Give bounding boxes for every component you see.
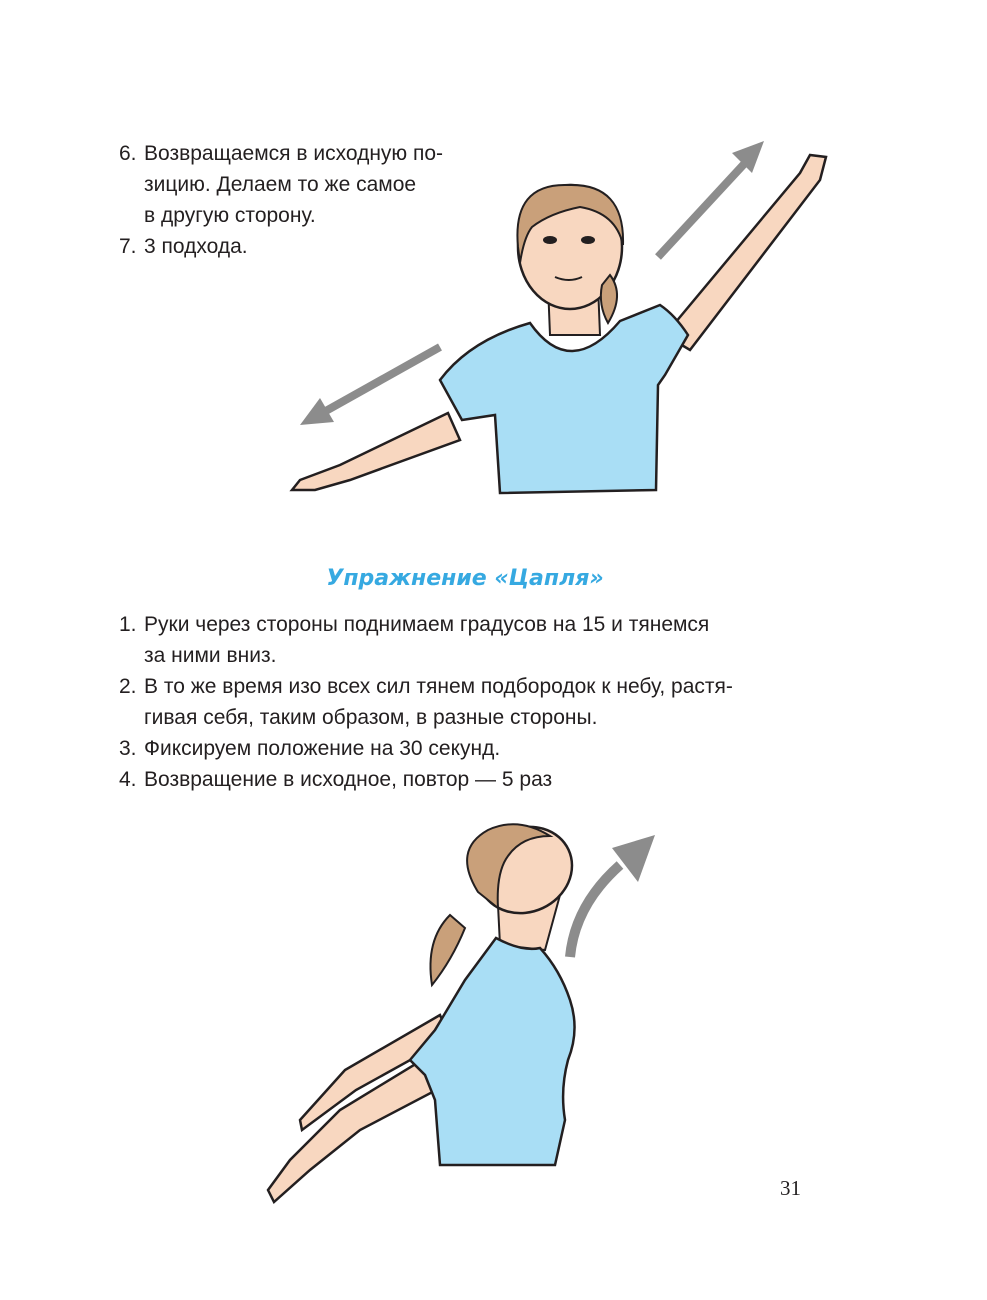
step-text-line: Руки через стороны поднимаем градусов на 15 и тянемся xyxy=(144,613,710,636)
step-text-line: зицию. Делаем то же самое xyxy=(144,173,417,196)
step-text-line: за ними вниз. xyxy=(144,644,277,667)
step-number: 7. xyxy=(119,235,137,258)
step-text-line: в другую сторону. xyxy=(144,204,316,227)
step-number: 3. xyxy=(119,737,137,760)
step-text-line: 3 подхода. xyxy=(144,235,248,258)
arrow-curved-up-icon xyxy=(570,835,655,957)
step-text-line: В то же время изо всех сил тянем подбородок к небу, растя- xyxy=(144,675,733,698)
step-text-line: гивая себя, таким образом, в разные стороны. xyxy=(144,706,598,729)
illustration-arms-diagonal xyxy=(280,135,860,505)
step-text-line: Фиксируем положение на 30 секунд. xyxy=(144,737,501,760)
step-text-line: Возвращение в исходное, повтор — 5 раз xyxy=(144,768,553,791)
step-number: 4. xyxy=(119,768,137,791)
arrow-down-left-icon xyxy=(300,347,440,425)
step-number: 1. xyxy=(119,613,137,636)
illustration-heron-pose xyxy=(260,820,680,1205)
list-item xyxy=(119,733,819,764)
exercise-heading: Упражнение «Цапля» xyxy=(326,566,604,591)
list-item xyxy=(119,609,819,671)
page-number: 31 xyxy=(780,1176,801,1200)
step-number: 2. xyxy=(119,675,137,698)
list-item xyxy=(119,764,819,795)
step-number: 6. xyxy=(119,142,137,165)
step-text-line: Возвращаемся в исходную по- xyxy=(144,142,444,165)
list-item xyxy=(119,671,819,733)
steps-list-bottom xyxy=(119,609,819,795)
